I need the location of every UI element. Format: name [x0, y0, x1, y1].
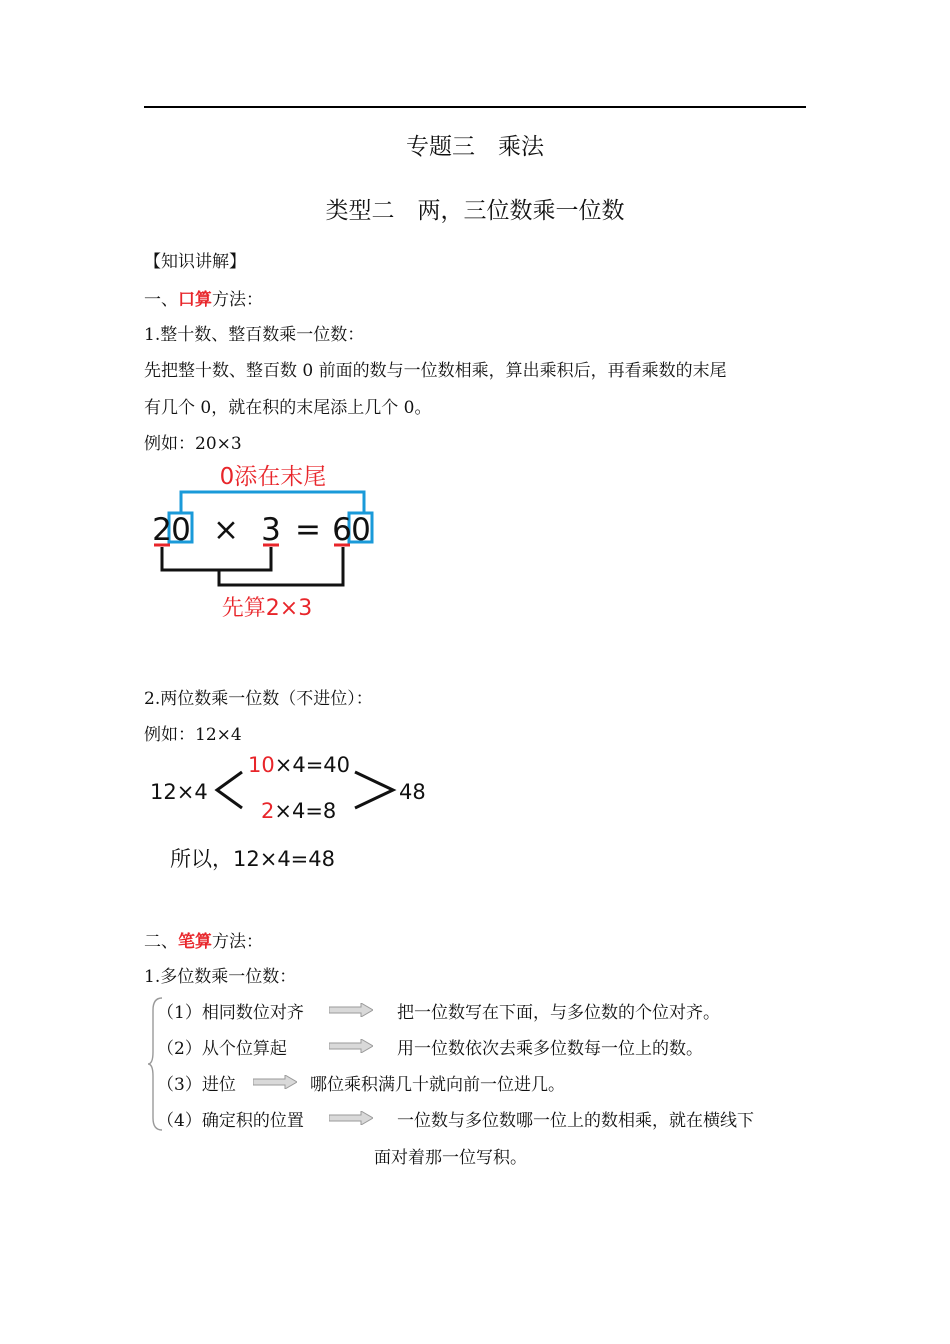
header-rule [144, 106, 806, 108]
knowledge-heading: 【知识讲解】 [144, 252, 246, 272]
fig2-bottom-red: 2 [261, 799, 275, 823]
oral-item1-line2: 有几个 0，就在积的末尾添上几个 0。 [144, 398, 432, 418]
step-3-desc: 哪位乘积满几十就向前一位进几。 [310, 1075, 565, 1095]
step-4-label: （4）确定积的位置 [157, 1111, 304, 1131]
fig2-conclusion-eq: 12×4=48 [233, 847, 335, 871]
fig2-top-rest: ×4=40 [274, 753, 351, 777]
oral-keyword: 口算 [178, 290, 212, 310]
step-1-arrow-icon [329, 1003, 373, 1017]
written-prefix: 二、 [144, 932, 178, 952]
oral-item1-line1: 先把整十数、整百数 0 前面的数与一位数相乘，算出乘积后，再看乘数的末尾 [144, 361, 727, 381]
written-item1-title: 1.多位数乘一位数： [144, 967, 297, 987]
fig1-digit-6: 6 [332, 512, 352, 548]
fig2-top-line [248, 753, 350, 777]
fig2-result: 48 [399, 780, 426, 804]
step-2-label: （2）从个位算起 [157, 1039, 287, 1059]
fig2-split-bracket [217, 772, 242, 808]
figure-12x4 [140, 745, 440, 880]
oral-prefix: 一、 [144, 290, 178, 310]
step-1-desc: 把一位数写在下面，与多位数的个位对齐。 [397, 1003, 720, 1023]
oral-heading [144, 285, 263, 310]
fig1-equals: = [295, 512, 321, 548]
fig2-top-red: 10 [248, 753, 275, 777]
oral-item1-title: 1.整十数、整百数乘一位数： [144, 325, 365, 345]
step-4-arrow-icon [329, 1111, 373, 1125]
step-4-desc-continued: 面对着那一位写积。 [374, 1148, 527, 1168]
oral-item2-title: 2.两位数乘一位数（不进位）： [144, 689, 373, 709]
fig2-bottom-rest: ×4=8 [274, 799, 337, 823]
written-heading [144, 927, 263, 952]
fig1-times: × [213, 512, 239, 548]
fig1-black-bracket-left [162, 547, 271, 570]
topic-title: 专题三 乘法 [406, 134, 544, 160]
type-title: 类型二 两，三位数乘一位数 [325, 198, 625, 224]
step-2-desc: 用一位数依次去乘多位数每一位上的数。 [397, 1039, 703, 1059]
fig2-conclusion [170, 847, 335, 872]
fig2-merge-bracket [355, 772, 393, 808]
step-2-arrow-icon [329, 1039, 373, 1053]
written-keyword: 笔算 [178, 932, 212, 952]
figure-20x3 [140, 455, 400, 625]
fig1-digit-0: 0 [171, 512, 191, 548]
oral-item2-example: 例如：12×4 [144, 725, 242, 745]
step-4-desc: 一位数与多位数哪一位上的数相乘，就在横线下 [397, 1111, 754, 1131]
fig1-bottom-label: 先算2×3 [221, 596, 313, 621]
fig1-blue-bracket [181, 492, 364, 513]
step-3-label: （3）进位 [157, 1075, 236, 1095]
fig1-digit-2: 2 [152, 512, 172, 548]
fig2-conclusion-prefix: 所以， [170, 847, 233, 871]
fig2-bottom-line [261, 799, 336, 823]
fig1-black-bracket-right [219, 547, 343, 585]
step-1-label: （1）相同数位对齐 [157, 1003, 304, 1023]
fig1-top-label: 0添在末尾 [219, 464, 327, 490]
oral-suffix: 方法： [212, 290, 263, 310]
step-3-arrow-icon [253, 1075, 297, 1089]
fig1-digit-3: 3 [261, 512, 281, 548]
fig1-digit-0b: 0 [351, 512, 371, 548]
oral-item1-example: 例如：20×3 [144, 434, 242, 454]
fig2-left-expression: 12×4 [150, 780, 208, 804]
written-suffix: 方法： [212, 932, 263, 952]
